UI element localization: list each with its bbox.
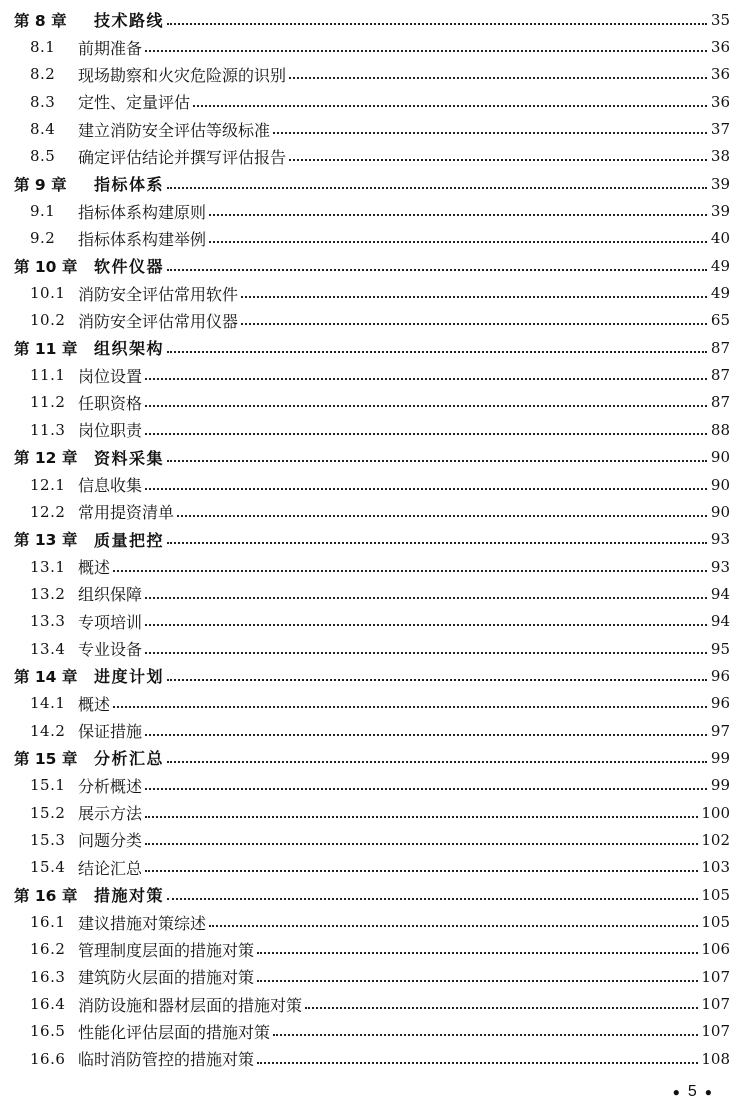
toc-dot-leader: [193, 105, 707, 107]
toc-section-row[interactable]: [0, 854, 750, 881]
toc-entry-title: 组织保障: [78, 585, 143, 605]
toc-entry-title: 分析概述: [78, 776, 143, 796]
toc-entry-number: 15.4: [30, 858, 66, 877]
toc-entry-number: 8.2: [30, 65, 56, 84]
toc-chapter-row[interactable]: [0, 6, 750, 33]
toc-entry-title: 质量把控: [94, 530, 165, 550]
toc-entry-number: 11.3: [30, 420, 66, 439]
toc-dot-leader: [113, 570, 707, 572]
toc-dot-leader: [273, 132, 707, 134]
toc-dot-leader: [289, 159, 707, 161]
toc-entry-page: 94: [710, 612, 730, 631]
toc-entry-title: 消防安全评估常用软件: [78, 284, 239, 304]
toc-entry-title: 展示方法: [78, 804, 143, 824]
toc-entry-page: 35: [710, 10, 730, 29]
toc-dot-leader: [145, 488, 707, 490]
toc-chapter-row[interactable]: [0, 444, 750, 471]
toc-entry-number: 14.1: [30, 694, 66, 713]
toc-entry-number: 9.1: [30, 202, 56, 221]
toc-entry-page: 103: [701, 858, 730, 877]
toc-section-row[interactable]: [0, 908, 750, 935]
toc-dot-leader: [113, 706, 707, 708]
toc-entry-number: 16.1: [30, 913, 66, 932]
toc-entry-number: 第 11 章: [14, 339, 78, 358]
toc-section-row[interactable]: [0, 1018, 750, 1045]
toc-entry-page: 94: [710, 584, 730, 603]
toc-entry-title: 技术路线: [94, 11, 165, 31]
toc-dot-leader: [209, 214, 707, 216]
toc-entry-number: 第 10 章: [14, 257, 78, 276]
toc-entry-number: 第 9 章: [14, 175, 67, 194]
toc-entry-number: 8.4: [30, 120, 56, 139]
toc-dot-leader: [305, 1007, 698, 1009]
toc-entry-page: 38: [710, 147, 730, 166]
toc-entry-title: 消防安全评估常用仪器: [78, 311, 239, 331]
toc-entry-page: 90: [710, 448, 730, 467]
toc-entry-page: 36: [710, 92, 730, 111]
toc-entry-number: 第 14 章: [14, 667, 78, 686]
toc-entry-page: 108: [701, 1049, 730, 1068]
toc-section-row[interactable]: [0, 690, 750, 717]
toc-entry-title: 软件仪器: [94, 257, 165, 277]
footer-bullet-left: ●: [672, 1085, 680, 1099]
toc-entry-title: 分析汇总: [94, 749, 165, 769]
toc-dot-leader: [167, 187, 707, 189]
toc-entry-number: 第 16 章: [14, 886, 78, 905]
toc-entry-number: 15.3: [30, 830, 66, 849]
toc-entry-page: 36: [710, 38, 730, 57]
toc-dot-leader: [167, 460, 707, 462]
toc-dot-leader: [145, 378, 707, 380]
toc-dot-leader: [145, 433, 707, 435]
toc-section-row[interactable]: [0, 799, 750, 826]
toc-entry-title: 组织架构: [94, 339, 165, 359]
toc-dot-leader: [145, 870, 698, 872]
toc-entry-number: 13.1: [30, 557, 66, 576]
toc-entry-title: 消防设施和器材层面的措施对策: [78, 995, 303, 1015]
toc-section-row[interactable]: [0, 936, 750, 963]
toc-entry-title: 指标体系构建举例: [78, 229, 207, 249]
toc-section-row[interactable]: [0, 416, 750, 443]
toc-entry-title: 信息收集: [78, 476, 143, 496]
toc-dot-leader: [145, 734, 707, 736]
toc-entry-number: 8.3: [30, 92, 56, 111]
toc-dot-leader: [273, 1034, 698, 1036]
toc-entry-title: 前期准备: [78, 38, 143, 58]
toc-dot-leader: [145, 788, 707, 790]
toc-entry-page: 37: [710, 120, 730, 139]
page-footer: [673, 1083, 712, 1101]
footer-bullet-right: ●: [704, 1085, 712, 1099]
toc-entry-title: 措施对策: [94, 886, 165, 906]
toc-entry-number: 10.2: [30, 311, 66, 330]
toc-entry-number: 11.1: [30, 366, 66, 385]
toc-section-row[interactable]: [0, 361, 750, 388]
toc-section-row[interactable]: [0, 197, 750, 224]
toc-entry-title: 建筑防火层面的措施对策: [78, 968, 255, 988]
toc-entry-title: 任职资格: [78, 393, 143, 413]
toc-entry-title: 概述: [78, 558, 111, 578]
toc-entry-page: 87: [710, 366, 730, 385]
toc-entry-number: 13.2: [30, 584, 66, 603]
toc-entry-title: 管理制度层面的措施对策: [78, 940, 255, 960]
toc-entry-page: 102: [701, 830, 730, 849]
toc-entry-number: 16.6: [30, 1049, 66, 1068]
toc-entry-number: 16.3: [30, 967, 66, 986]
toc-section-row[interactable]: [0, 88, 750, 115]
toc-entry-page: 36: [710, 65, 730, 84]
toc-entry-number: 第 13 章: [14, 531, 78, 550]
toc-entry-title: 资料采集: [94, 448, 165, 468]
toc-entry-title: 结论汇总: [78, 858, 143, 878]
toc-entry-page: 65: [710, 311, 730, 330]
toc-dot-leader: [257, 952, 698, 954]
toc-entry-number: 第 12 章: [14, 449, 78, 468]
toc-section-row[interactable]: [0, 279, 750, 306]
toc-entry-page: 40: [710, 229, 730, 248]
toc-section-row[interactable]: [0, 498, 750, 525]
toc-dot-leader: [167, 679, 707, 681]
toc-chapter-row[interactable]: [0, 170, 750, 197]
toc-entry-title: 概述: [78, 694, 111, 714]
toc-dot-leader: [257, 980, 698, 982]
toc-entry-page: 99: [710, 776, 730, 795]
toc-entry-page: 90: [710, 475, 730, 494]
toc-dot-leader: [145, 597, 707, 599]
toc-entry-page: 49: [710, 256, 730, 275]
toc-entry-page: 39: [710, 174, 730, 193]
toc-entry-title: 建立消防安全评估等级标准: [78, 120, 271, 140]
toc-entry-title: 性能化评估层面的措施对策: [78, 1022, 271, 1042]
toc-dot-leader: [241, 296, 707, 298]
toc-entry-page: 105: [701, 885, 730, 904]
toc-entry-number: 16.2: [30, 940, 66, 959]
toc-section-row[interactable]: [0, 963, 750, 990]
toc-entry-title: 确定评估结论并撰写评估报告: [78, 147, 287, 167]
toc-entry-title: 指标体系构建原则: [78, 202, 207, 222]
toc-entry-page: 107: [701, 967, 730, 986]
toc-entry-page: 107: [701, 1022, 730, 1041]
toc-entry-number: 14.2: [30, 721, 66, 740]
toc-entry-number: 15.1: [30, 776, 66, 795]
toc-entry-number: 13.4: [30, 639, 66, 658]
toc-dot-leader: [167, 542, 707, 544]
toc-dot-leader: [145, 405, 707, 407]
toc-entry-title: 进度计划: [94, 667, 165, 687]
toc-entry-page: 93: [710, 530, 730, 549]
toc-entry-page: 100: [701, 803, 730, 822]
toc-chapter-row[interactable]: [0, 662, 750, 689]
toc-section-row[interactable]: [0, 608, 750, 635]
toc-section-row[interactable]: [0, 772, 750, 799]
toc-section-row[interactable]: [0, 115, 750, 142]
toc-chapter-row[interactable]: [0, 526, 750, 553]
toc-entry-page: 96: [710, 666, 730, 685]
toc-entry-title: 建议措施对策综述: [78, 913, 207, 933]
toc-entry-page: 88: [710, 420, 730, 439]
toc-dot-leader: [209, 925, 698, 927]
toc-entry-page: 93: [710, 557, 730, 576]
toc-entry-page: 97: [710, 721, 730, 740]
toc-entry-number: 8.5: [30, 147, 56, 166]
toc-chapter-row[interactable]: [0, 744, 750, 771]
toc-entry-number: 第 15 章: [14, 749, 78, 768]
toc-dot-leader: [167, 898, 698, 900]
toc-entry-title: 现场勘察和火灾危险源的识别: [78, 65, 287, 85]
toc-entry-number: 9.2: [30, 229, 56, 248]
toc-section-row[interactable]: [0, 225, 750, 252]
toc-entry-number: 第 8 章: [14, 11, 67, 30]
toc-entry-title: 岗位设置: [78, 366, 143, 386]
toc-entry-page: 39: [710, 202, 730, 221]
toc-dot-leader: [145, 50, 707, 52]
toc-entry-title: 问题分类: [78, 831, 143, 851]
toc-dot-leader: [209, 241, 707, 243]
toc-dot-leader: [167, 23, 707, 25]
toc-entry-number: 15.2: [30, 803, 66, 822]
toc-section-row[interactable]: [0, 635, 750, 662]
toc-entry-page: 96: [710, 694, 730, 713]
toc-dot-leader: [167, 351, 707, 353]
toc-dot-leader: [241, 323, 707, 325]
toc-dot-leader: [167, 269, 707, 271]
toc-chapter-row[interactable]: [0, 334, 750, 361]
toc-entry-title: 常用提资清单: [78, 503, 175, 523]
toc-entry-title: 临时消防管控的措施对策: [78, 1050, 255, 1070]
toc-dot-leader: [167, 761, 707, 763]
toc-entry-page: 106: [701, 940, 730, 959]
toc-entry-page: 49: [710, 284, 730, 303]
toc-dot-leader: [145, 843, 698, 845]
toc-entry-number: 10.1: [30, 284, 66, 303]
toc-chapter-row[interactable]: [0, 881, 750, 908]
toc-section-row[interactable]: [0, 1045, 750, 1072]
toc-entry-number: 11.2: [30, 393, 66, 412]
toc-section-row[interactable]: [0, 61, 750, 88]
toc-entry-title: 定性、定量评估: [78, 93, 191, 113]
toc-dot-leader: [145, 652, 707, 654]
toc-dot-leader: [177, 515, 707, 517]
toc-entry-page: 87: [710, 393, 730, 412]
table-of-contents: [0, 6, 750, 1072]
toc-entry-title: 保证措施: [78, 722, 143, 742]
toc-entry-page: 107: [701, 995, 730, 1014]
toc-section-row[interactable]: [0, 143, 750, 170]
toc-entry-number: 8.1: [30, 38, 56, 57]
toc-entry-number: 13.3: [30, 612, 66, 631]
toc-entry-page: 95: [710, 639, 730, 658]
toc-section-row[interactable]: [0, 580, 750, 607]
toc-entry-title: 专项培训: [78, 612, 143, 632]
toc-entry-number: 12.1: [30, 475, 66, 494]
toc-entry-page: 105: [701, 913, 730, 932]
toc-dot-leader: [145, 624, 707, 626]
toc-dot-leader: [257, 1062, 698, 1064]
toc-entry-page: 90: [710, 502, 730, 521]
footer-page-number: 5: [687, 1083, 697, 1100]
toc-entry-title: 岗位职责: [78, 421, 143, 441]
toc-section-row[interactable]: [0, 990, 750, 1017]
toc-section-row[interactable]: [0, 826, 750, 853]
toc-dot-leader: [289, 77, 707, 79]
toc-section-row[interactable]: [0, 553, 750, 580]
toc-entry-number: 12.2: [30, 502, 66, 521]
toc-section-row[interactable]: [0, 307, 750, 334]
toc-chapter-row[interactable]: [0, 252, 750, 279]
toc-section-row[interactable]: [0, 33, 750, 60]
toc-entry-number: 16.5: [30, 1022, 66, 1041]
toc-dot-leader: [145, 816, 698, 818]
toc-entry-number: 16.4: [30, 995, 66, 1014]
toc-entry-page: 87: [710, 338, 730, 357]
toc-section-row[interactable]: [0, 471, 750, 498]
toc-entry-page: 99: [710, 748, 730, 767]
toc-section-row[interactable]: [0, 717, 750, 744]
toc-section-row[interactable]: [0, 389, 750, 416]
toc-entry-title: 指标体系: [94, 175, 165, 195]
toc-entry-title: 专业设备: [78, 640, 143, 660]
